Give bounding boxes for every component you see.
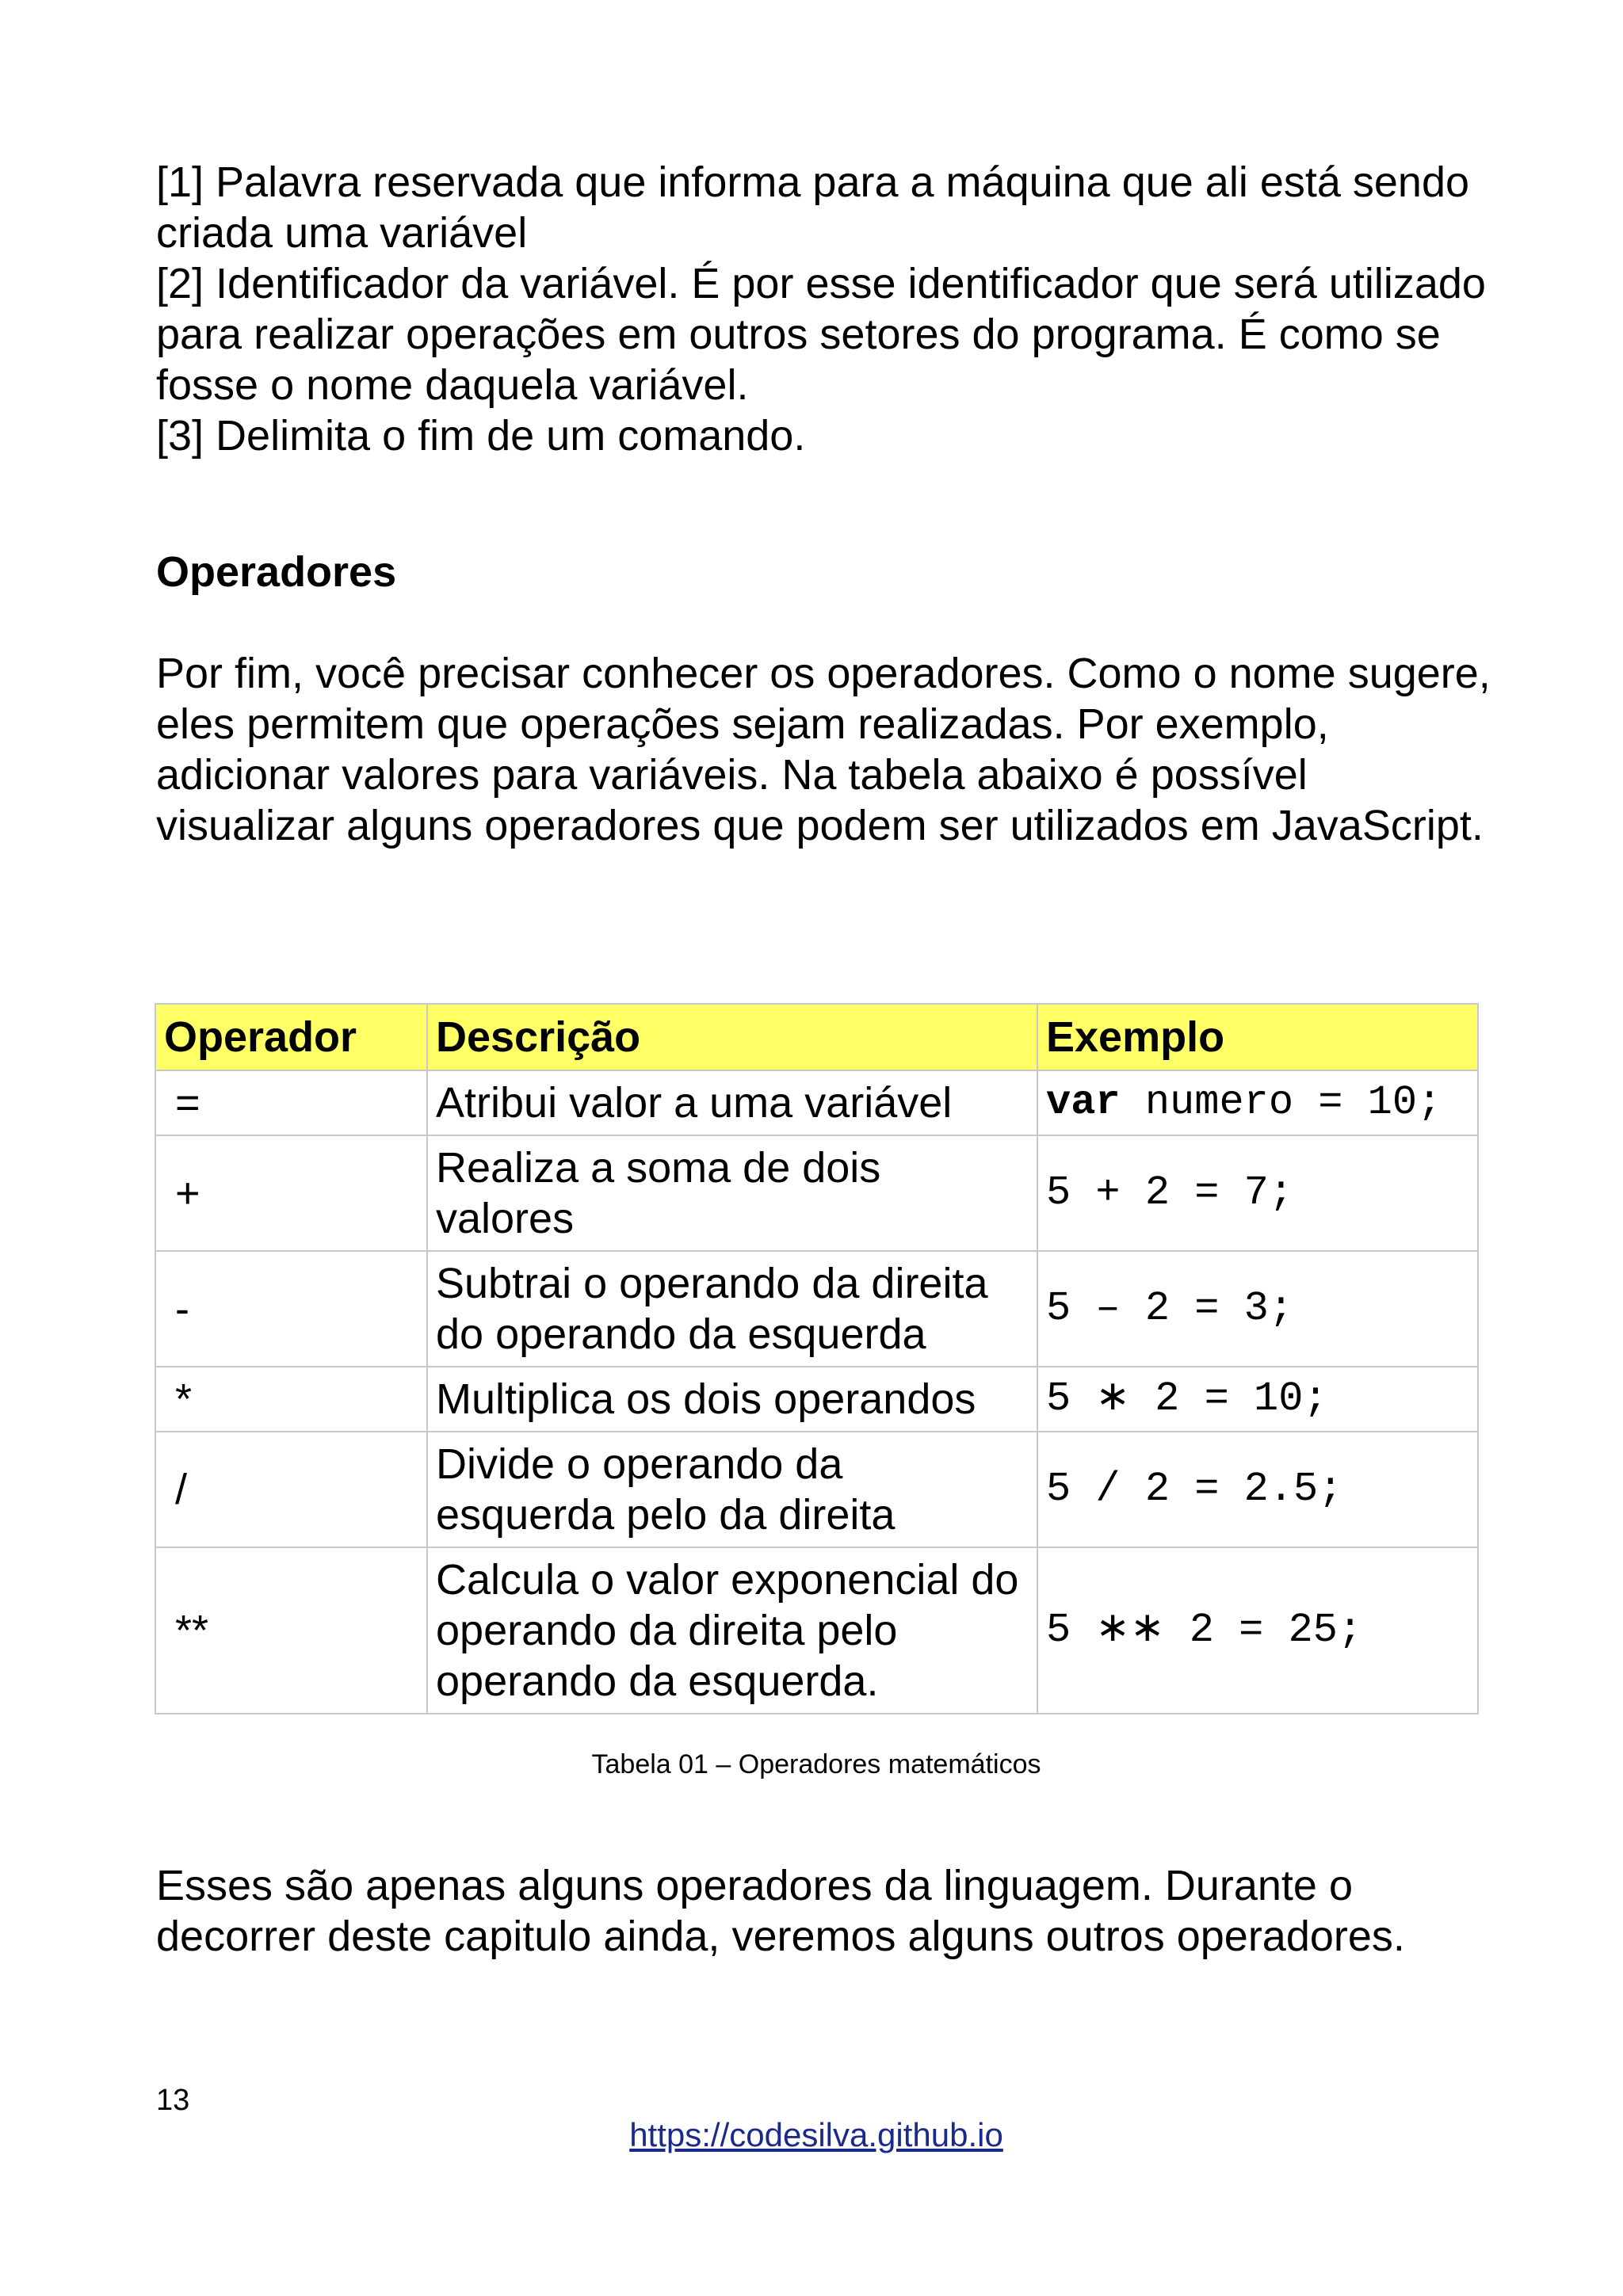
operator-cell: + (155, 1135, 427, 1251)
header-operator: Operador (155, 1004, 427, 1070)
intro-paragraph: Por fim, você precisar conhecer os operadores. Como o nome sugere, eles permitem que operações sejam realizadas. Por exemplo, adicionar valores para variáveis. Na tabela abaixo é possível visualizar alguns operadores que podem ser utilizados em JavaScript. (156, 650, 1491, 849)
note-3: [3] Delimita o fim de um comando. (156, 412, 806, 460)
example-keyword: var (1046, 1079, 1121, 1126)
operators-table (155, 1003, 1479, 1714)
description-cell: Multiplica os dois operandos (427, 1367, 1037, 1432)
header-description: Descrição (427, 1004, 1037, 1070)
table-header-row (155, 1004, 1478, 1070)
example-cell: 5 ∗ 2 = 10; (1037, 1367, 1478, 1432)
section-heading: Operadores (156, 548, 397, 596)
operator-cell: ** (155, 1547, 427, 1714)
footer (0, 2115, 1623, 2155)
table-row (155, 1251, 1478, 1367)
operator-cell: - (155, 1251, 427, 1367)
note-2: [2] Identificador da variável. É por esse identificador que será utilizado para realizar operações em outros setores do programa. É como se fosse o nome daquela variável. (156, 260, 1486, 409)
description-cell: Divide o operando da esquerda pelo da direita (427, 1432, 1037, 1547)
example-cell: 5 ∗∗ 2 = 25; (1037, 1547, 1478, 1714)
table-row (155, 1070, 1478, 1135)
header-example: Exemplo (1037, 1004, 1478, 1070)
footer-link[interactable]: https://codesilva.github.io (629, 2116, 1003, 2153)
closing-paragraph: Esses são apenas alguns operadores da linguagem. Durante o decorrer deste capitulo ainda, veremos alguns outros operadores. (156, 1862, 1405, 1960)
description-cell: Calcula o valor exponencial do operando da direita pelo operando da esquerda. (427, 1547, 1037, 1714)
table-row (155, 1367, 1478, 1432)
table-row (155, 1432, 1478, 1547)
example-cell (1037, 1070, 1478, 1135)
description-cell: Atribui valor a uma variável (427, 1070, 1037, 1135)
table-caption: Tabela 01 – Operadores matemáticos (591, 1749, 1041, 1779)
description-cell: Subtrai o operando da direita do operando da esquerda (427, 1251, 1037, 1367)
description-cell: Realiza a soma de dois valores (427, 1135, 1037, 1251)
page-number: 13 (156, 2084, 190, 2117)
note-1: [1] Palavra reservada que informa para a máquina que ali está sendo criada uma variável (156, 158, 1470, 257)
table-row (155, 1135, 1478, 1251)
operator-cell: = (155, 1070, 427, 1135)
example-cell: 5 + 2 = 7; (1037, 1135, 1478, 1251)
operator-cell: * (155, 1367, 427, 1432)
footnotes-block (156, 157, 1487, 461)
example-cell: 5 – 2 = 3; (1037, 1251, 1478, 1367)
example-code: numero = 10; (1120, 1079, 1442, 1126)
operator-cell: / (155, 1432, 427, 1547)
example-cell: 5 / 2 = 2.5; (1037, 1432, 1478, 1547)
table-row (155, 1547, 1478, 1714)
